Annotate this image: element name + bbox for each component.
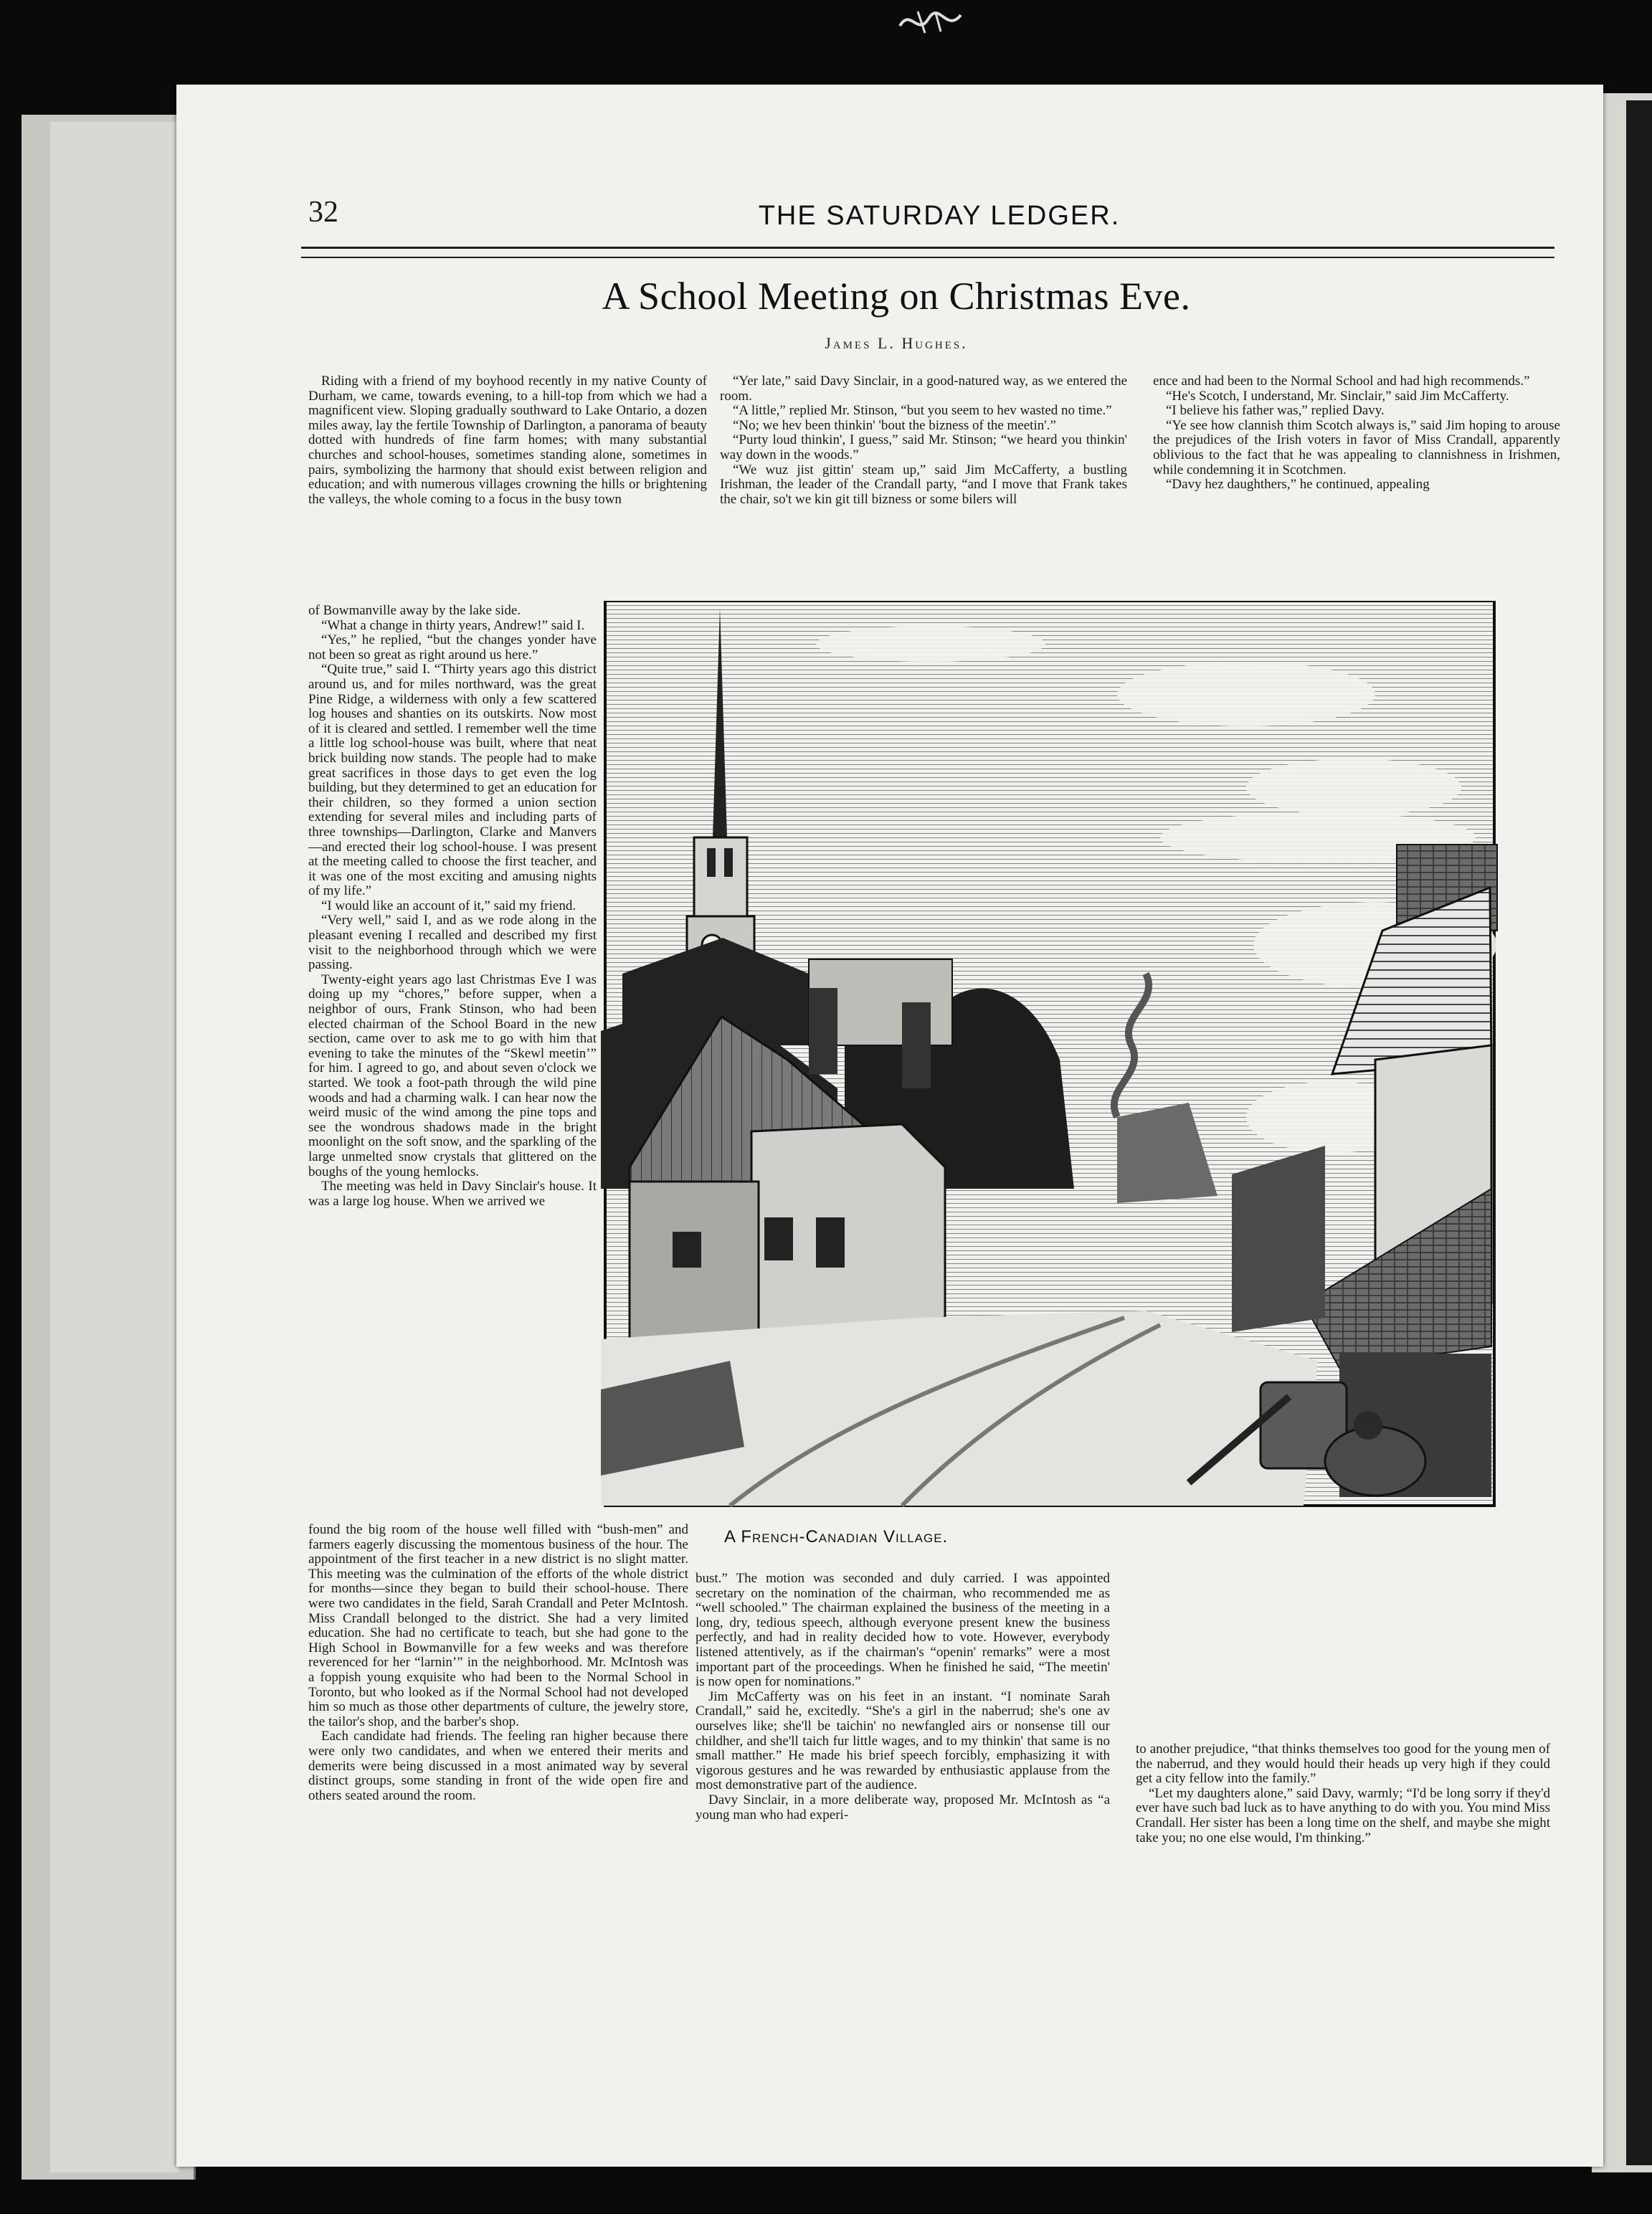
paragraph: “Yes,” he replied, “but the changes yonder have not been so great as right around us here.” — [308, 632, 597, 662]
paragraph: of Bowmanville away by the lake side. — [308, 604, 521, 618]
ink-scribble — [896, 4, 968, 40]
paragraph: “What a change in thirty years, Andrew!” said I. — [321, 617, 585, 633]
paragraph: Jim McCafferty was on his feet in an instant. “I nominate Sarah Crandall,” said he, excitedly. “She's a girl in the naberrud; she's one av ourselves like; she'll be taichin' no newfangled airs or nonsense till our childher, and she'll taich fur little wages, and to my thinkin' that same is no small matther.” He made his brief speech forcibly, emphasizing it with vigorous gestures and he was rewarded by enthusiastic applause from the most demonstrative part of the audience. — [696, 1688, 1110, 1793]
paragraph: ence and had been to the Normal School and had high recommends.” — [1153, 374, 1530, 389]
village-engraving — [601, 601, 1563, 1520]
column-1-bottom — [308, 1523, 688, 2046]
column-1-narrow — [308, 604, 597, 1521]
paragraph: “Purty loud thinkin', I guess,” said Mr. Stinson; “we heard you thinkin' way down in the woods.” — [720, 432, 1127, 462]
header-rule-thick — [301, 247, 1554, 249]
column-3-top — [1153, 374, 1560, 582]
paragraph: “Davy hez daughthers,” he continued, appealing — [1166, 477, 1430, 493]
paragraph: “I believe his father was,” replied Davy. — [1166, 403, 1385, 419]
paragraph: “Very well,” said I, and as we rode along in the pleasant evening I recalled and described my first visit to the neighborhood through which we were passing. — [308, 913, 597, 973]
paragraph: Each candidate had friends. The feeling ran higher because there were only two candidates, and when we entered their merits and demerits were being discussed in a most animated way by several distinct groups, some standing in front of the wide open fire and others seated around the room. — [308, 1729, 688, 1803]
masthead: THE SATURDAY LEDGER. — [758, 201, 1121, 231]
paragraph: “Let my daughters alone,” said Davy, warmly; “I'd be long sorry if they'd ever have such bad luck as to have anything to do with you. You mind Miss Crandall. Her sister has been a long time on the shelf, and maybe she might take you; no one else would, I'm thinking.” — [1136, 1785, 1550, 1845]
paragraph: “He's Scotch, I understand, Mr. Sinclair,” said Jim McCafferty. — [1166, 388, 1509, 404]
paragraph: “No; we hev been thinkin' 'bout the bizness of the meetin'.” — [733, 417, 1056, 433]
article-title: A School Meeting on Christmas Eve. — [602, 275, 1191, 318]
illustration-caption: A French-Canadian Village. — [724, 1527, 949, 1547]
paragraph: Davy Sinclair, in a more deliberate way, proposed Mr. McIntosh as “a young man who had experi- — [696, 1792, 1110, 1823]
paragraph: “Yer late,” said Davy Sinclair, in a good-natured way, as we entered the room. — [720, 374, 1127, 404]
scan-edge-right — [1626, 100, 1652, 2165]
paragraph: “Quite true,” said I. “Thirty years ago this district around us, and for miles northward, was the great Pine Ridge, a wilderness with only a few scattered log houses and shanties on its outskirts. Now most of it is cleared and settled. I remember well the time a little log school-house was built, where that neat brick building now stands. The people had to make great sacrifices in those days to get even the log building, but they determined to get an education for their children, so they formed a union section extending for several miles and including parts of three townships—Darlington, Clarke and Manvers—and erected their log school-house. I was present at the meeting called to choose the first teacher, and it was one of the most exciting and amusing nights of my life.” — [308, 662, 597, 899]
column-1-top — [308, 374, 707, 602]
paragraph: “I would like an account of it,” said my friend. — [321, 898, 576, 913]
paragraph: found the big room of the house well filled with “bush-men” and farmers eagerly discussing the momentous business of the hour. The appointment of the first teacher in a new district is no slight matter. This meeting was the culmination of the efforts of the whole district for months—since they began to build their school-house. There were two candidates in the field, Sarah Crandall and Peter McIntosh. Miss Crandall belonged to the district. She had a very limited education. She had no certificate to teach, but she had gone to the High School in Bowmanville for a few weeks and was therefore reverenced for her “larnin’” in the neighborhood. Mr. McIntosh was a foppish young exquisite who had been to the Normal School in Toronto, but who looked as if the Normal School had not developed him so much as those other departments of culture, the jewelry store, the tailor's shop, and the barber's shop. — [308, 1523, 688, 1729]
paragraph: Riding with a friend of my boyhood recently in my native County of Durham, we came, towards evening, to a hill-top from which we had a magnificent view. Sloping gradually southward to Lake Ontario, a dozen miles away, lay the fertile Township of Darlington, a panorama of beauty dotted with hundreds of fine farm homes; with many substantial churches and school-houses, sometimes standing alone, sometimes in pairs, symbolizing the harmony that should exist between religion and education; and with numerous villages crowning the hills or brightening the valleys, the whole coming to a focus in the busy town — [308, 374, 707, 507]
column-2-bottom — [696, 1572, 1110, 2045]
paragraph: to another prejudice, “that thinks themselves too good for the young men of the naberrud, and they would hould their heads up very high if they could get a city fellow into the family.” — [1136, 1742, 1550, 1787]
paragraph: “A little,” replied Mr. Stinson, “but you seem to hev wasted no time.” — [733, 403, 1112, 419]
paragraph: The meeting was held in Davy Sinclair's house. It was a large log house. When we arrived we — [308, 1179, 597, 1209]
paragraph: bust.” The motion was seconded and duly carried. I was appointed secretary on the nomination of the chairman, who recommended me as “well schooled.” The chairman explained the business of the meeting in a long, dry, tedious speech, although everyone present knew the business perfectly, and had in reality decided how to vote. However, everybody listened attentively, as if the chairman's “openin' remarks” were a most important part of the proceedings. When he finished he said, “The meetin' is now open for nominations.” — [696, 1572, 1110, 1690]
underlying-page-strip — [50, 122, 179, 2172]
paragraph: Twenty-eight years ago last Christmas Eve I was doing up my “chores,” before supper, when a neighbor of ours, Frank Stinson, who had been elected chairman of the School Board in the new section, came over to ask me to go with him that evening to take the minutes of the “Skewl meetin’” for him. I agreed to go, and about seven o'clock we started. We took a foot-path through the wild pine woods and had a charming walk. I can hear now the weird music of the wind among the pine tops and see the wondrous shadows made in the bright moonlight on the soft snow, and the sparkling of the large unmelted snow crystals that glittered on the boughs of the young hemlocks. — [308, 971, 597, 1179]
page-number: 32 — [308, 196, 338, 229]
column-3-bottom — [1136, 1742, 1550, 2043]
column-2-top — [720, 374, 1127, 568]
header-rule-thin — [301, 257, 1554, 258]
article-author: James L. Hughes. — [825, 334, 968, 352]
paragraph: “We wuz jist gittin' steam up,” said Jim McCafferty, a bustling Irishman, the leader of the Crandall party, “and I move that Frank takes the chair, so't we kin git till bizness or some bilers will — [720, 462, 1127, 507]
paragraph: “Ye see how clannish thim Scotch always is,” said Jim hoping to arouse the prejudices of the Irish voters in favor of Miss Crandall, apparently oblivious to the fact that he was appealing to clannishness in Irishmen, while condemning it in Scotchmen. — [1153, 417, 1560, 478]
